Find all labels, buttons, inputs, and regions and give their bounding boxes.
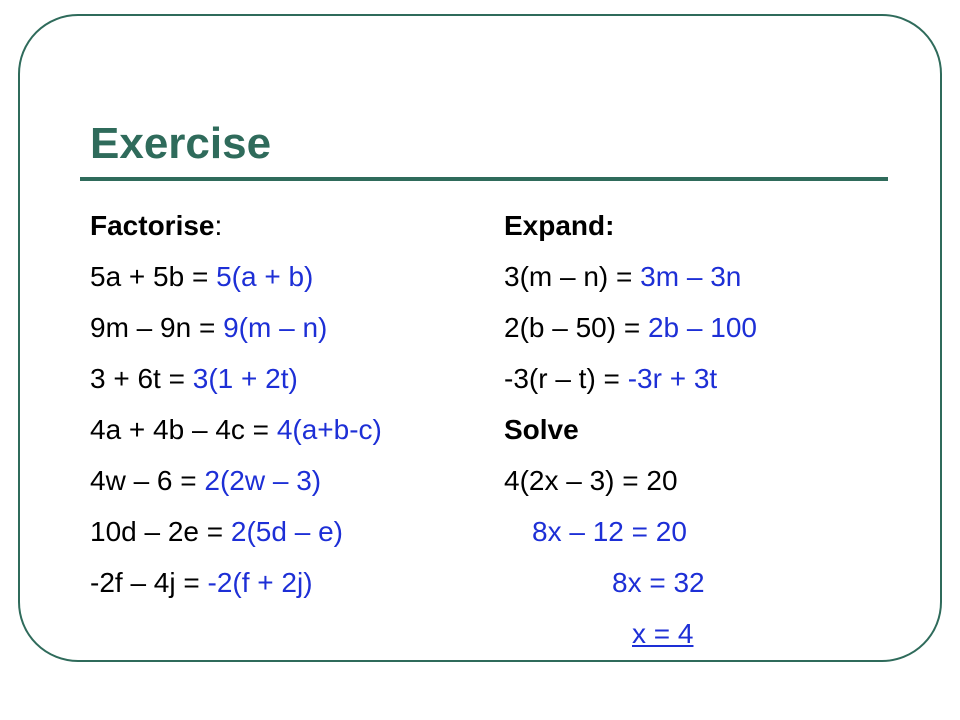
- factorise-answer: 2(5d – e): [230, 516, 343, 547]
- slide-title: Exercise: [90, 119, 272, 168]
- factorise-item: [90, 455, 382, 506]
- title-underline-rule: [80, 177, 888, 181]
- expand-item: [504, 353, 757, 404]
- expand-heading: Expand:: [504, 210, 615, 241]
- factorise-answer: 9(m – n): [223, 312, 328, 343]
- factorise-question: 10d – 2e =: [90, 516, 231, 547]
- factorise-question: 3 + 6t =: [90, 363, 193, 394]
- expand-question: 2(b – 50) =: [504, 312, 648, 343]
- factorise-answer: 4(a+b-c): [276, 414, 382, 445]
- factorise-question: 4a + 4b – 4c =: [90, 414, 277, 445]
- factorise-item: [90, 251, 382, 302]
- factorise-heading-colon: :: [214, 210, 223, 241]
- solve-step: 8x – 12 = 20: [532, 516, 687, 547]
- factorise-answer: 5(a + b): [216, 261, 314, 292]
- factorise-question: 4w – 6 =: [90, 465, 205, 496]
- solve-heading: Solve: [504, 414, 579, 445]
- expand-answer: -3r + 3t: [627, 363, 718, 394]
- factorise-item: [90, 557, 382, 608]
- factorise-question: 5a + 5b =: [90, 261, 217, 292]
- factorise-item: [90, 404, 382, 455]
- factorise-item: [90, 506, 382, 557]
- factorise-answer: -2(f + 2j): [207, 567, 313, 598]
- solve-final-answer-text: x = 4: [632, 618, 694, 649]
- factorise-heading-word: Factorise: [90, 210, 215, 241]
- expand-item: [504, 302, 757, 353]
- expand-question: 3(m – n) =: [504, 261, 641, 292]
- expand-question: -3(r – t) =: [504, 363, 628, 394]
- expand-item: [504, 251, 757, 302]
- factorise-question: 9m – 9n =: [90, 312, 224, 343]
- solve-question: 4(2x – 3) = 20: [504, 465, 678, 496]
- solve-final-answer: [504, 608, 757, 659]
- expand-answer: 2b – 100: [647, 312, 757, 343]
- solve-step: 8x = 32: [612, 567, 705, 598]
- factorise-answer: 3(1 + 2t): [192, 363, 298, 394]
- factorise-question: -2f – 4j =: [90, 567, 208, 598]
- expand-answer: 3m – 3n: [640, 261, 742, 292]
- factorise-column: [90, 200, 382, 608]
- factorise-answer: 2(2w – 3): [204, 465, 322, 496]
- expand-solve-column: [504, 200, 757, 659]
- factorise-item: [90, 302, 382, 353]
- factorise-heading: [90, 200, 382, 251]
- factorise-item: [90, 353, 382, 404]
